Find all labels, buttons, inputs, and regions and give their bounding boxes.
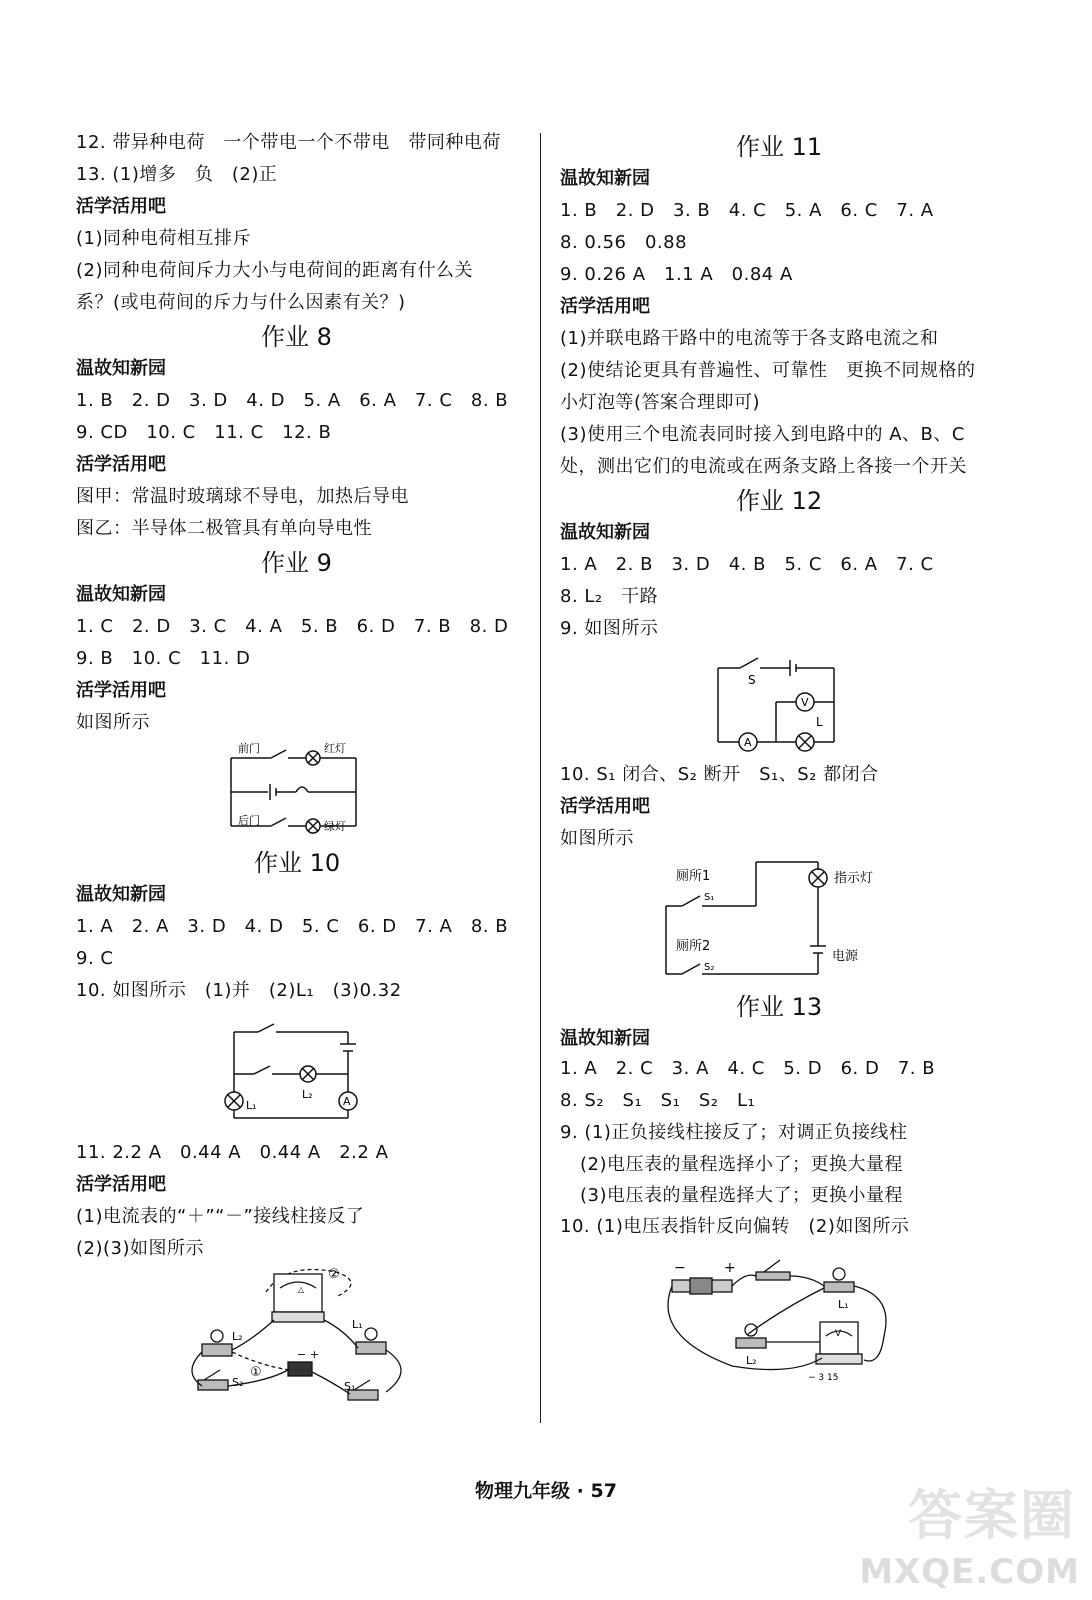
text-line: 系？(或电荷间的斥力与什么因素有关？) [76, 292, 406, 313]
label-minus: − [674, 1260, 686, 1276]
circuit-photo-voltmeter [660, 1258, 900, 1388]
text-line: (1)并联电路干路中的电流等于各支路电流之和 [560, 328, 939, 349]
homework-title-12: 作业 12 [736, 487, 823, 515]
label-ammeter: A [744, 736, 752, 749]
section-heading: 活学活用吧 [76, 680, 166, 701]
label-s2: S₂ [704, 962, 715, 973]
answer-line: 1. A 2. C 3. A 4. C 5. D 6. D 7. B [560, 1058, 936, 1079]
answer-line: 9. CD 10. C 11. C 12. B [76, 422, 332, 443]
label-plus: + [724, 1260, 736, 1276]
answer-line: 1. B 2. D 3. D 4. D 5. A 6. A 7. C 8. B [76, 390, 509, 411]
label-s1: S₁ [704, 892, 715, 903]
section-heading: 温故知新园 [76, 358, 166, 379]
answer-line: 9. 如图所示 [560, 618, 659, 639]
answer-line: 9. 0.26 A 1.1 A 0.84 A [560, 264, 793, 285]
label-circle-2: ② [328, 1267, 340, 1282]
text-line: 如图所示 [76, 712, 150, 733]
section-heading: 温故知新园 [76, 584, 166, 605]
answer-line: 1. C 2. D 3. C 4. A 5. B 6. D 7. B 8. D [76, 616, 509, 637]
circuit-diagram-toilet [660, 856, 900, 982]
answer-line: 9. C [76, 948, 114, 969]
section-heading: 温故知新园 [76, 884, 166, 905]
answer-line: 8. 0.56 0.88 [560, 232, 688, 253]
text-line: 处，测出它们的电流或在两条支路上各接一个开关 [560, 456, 967, 477]
answer-line: 8. L₂ 干路 [560, 586, 659, 607]
homework-title-8: 作业 8 [261, 323, 332, 351]
label-scale: − 3 15 [808, 1373, 839, 1383]
answer-line: 11. 2.2 A 0.44 A 0.44 A 2.2 A [76, 1142, 389, 1163]
circuit-diagram-doors [226, 740, 366, 836]
label-voltmeter: V [801, 696, 809, 709]
text-line: 如图所示 [560, 828, 634, 849]
label-front-door: 前门 [238, 742, 260, 755]
section-heading: 温故知新园 [560, 522, 650, 543]
section-heading: 温故知新园 [560, 168, 650, 189]
answer-line: 9. B 10. C 11. D [76, 648, 251, 669]
label-l1: L₁ [246, 1099, 257, 1112]
answer-line: 10. S₁ 闭合、S₂ 断开 S₁、S₂ 都闭合 [560, 764, 879, 785]
label-red-light: 红灯 [324, 742, 346, 755]
label-circle-1: ① [250, 1365, 262, 1380]
answer-line: 1. A 2. B 3. D 4. B 5. C 6. A 7. C [560, 554, 934, 575]
answer-line: 10. (1)电压表指针反向偏转 (2)如图所示 [560, 1216, 910, 1237]
text-line: 小灯泡等(答案合理即可) [560, 392, 761, 413]
section-heading: 活学活用吧 [76, 196, 166, 217]
text-line: (2)(3)如图所示 [76, 1238, 204, 1259]
label-indicator-light: 指示灯 [834, 871, 874, 886]
page-footer: 物理九年级 · 57 [475, 1480, 617, 1502]
label-l2: L₂ [302, 1088, 313, 1101]
circuit-diagram-parallel [218, 1018, 368, 1126]
label-toilet-1: 厕所1 [676, 869, 711, 884]
answer-line: (2)电压表的量程选择小了；更换大量程 [580, 1154, 903, 1175]
label-l2: L₂ [746, 1354, 757, 1367]
text-line: (1)同种电荷相互排斥 [76, 228, 251, 249]
homework-title-9: 作业 9 [261, 549, 332, 577]
label-voltmeter: V [835, 1329, 842, 1339]
watermark-logo: 答案圈 [908, 1484, 1076, 1547]
section-heading: 温故知新园 [560, 1028, 650, 1049]
answer-line: 9. (1)正负接线柱接反了；对调正负接线柱 [560, 1122, 908, 1143]
svg-text:− +: − + [297, 1348, 319, 1361]
answer-line: 1. B 2. D 3. B 4. C 5. A 6. C 7. A [560, 200, 934, 221]
answer-line-12: 12. 带异种电荷 一个带电一个不带电 带同种电荷 [76, 132, 501, 153]
label-l2: L₂ [232, 1330, 243, 1343]
answer-line: 8. S₂ S₁ S₁ S₂ L₁ [560, 1090, 756, 1111]
label-s: S [748, 673, 756, 687]
answer-line-13: 13. (1)增多 负 (2)正 [76, 164, 278, 185]
homework-title-13: 作业 13 [736, 993, 823, 1021]
label-toilet-2: 厕所2 [676, 939, 711, 954]
label-s2: S₂ [232, 1376, 244, 1389]
text-line: 图甲：常温时玻璃球不导电，加热后导电 [76, 486, 409, 507]
section-heading: 活学活用吧 [560, 296, 650, 317]
label-ammeter: A [343, 1095, 351, 1108]
label-power-source: 电源 [832, 949, 859, 964]
label-l: L [816, 715, 823, 729]
homework-title-11: 作业 11 [736, 133, 823, 161]
section-heading: 活学活用吧 [76, 454, 166, 475]
answer-line: (3)电压表的量程选择大了；更换小量程 [580, 1185, 903, 1206]
text-line: (3)使用三个电流表同时接入到电路中的 A、B、C [560, 424, 965, 445]
label-green-light: 绿灯 [324, 820, 346, 833]
text-line: (1)电流表的“＋”“－”接线柱接反了 [76, 1206, 365, 1227]
section-heading: 活学活用吧 [560, 796, 650, 817]
text-line: 图乙：半导体二极管具有单向导电性 [76, 518, 372, 539]
section-heading: 活学活用吧 [76, 1174, 166, 1195]
text-line: (2)同种电荷间斥力大小与电荷间的距离有什么关 [76, 260, 473, 281]
circuit-photo-diagram [176, 1262, 416, 1412]
answer-line: 1. A 2. A 3. D 4. D 5. C 6. D 7. A 8. B [76, 916, 509, 937]
label-l1: L₁ [838, 1298, 849, 1311]
homework-title-10: 作业 10 [254, 849, 341, 877]
label-s1: S₁ [344, 1380, 356, 1393]
circuit-diagram-voltmeter [712, 650, 842, 754]
label-l1: L₁ [352, 1318, 363, 1331]
label-back-door: 后门 [238, 814, 260, 827]
watermark-url: MXQE.COM [859, 1552, 1080, 1592]
svg-text:△: △ [297, 1285, 305, 1294]
column-divider [540, 133, 541, 1423]
text-line: (2)使结论更具有普遍性、可靠性 更换不同规格的 [560, 360, 976, 381]
answer-line: 10. 如图所示 (1)并 (2)L₁ (3)0.32 [76, 980, 402, 1001]
